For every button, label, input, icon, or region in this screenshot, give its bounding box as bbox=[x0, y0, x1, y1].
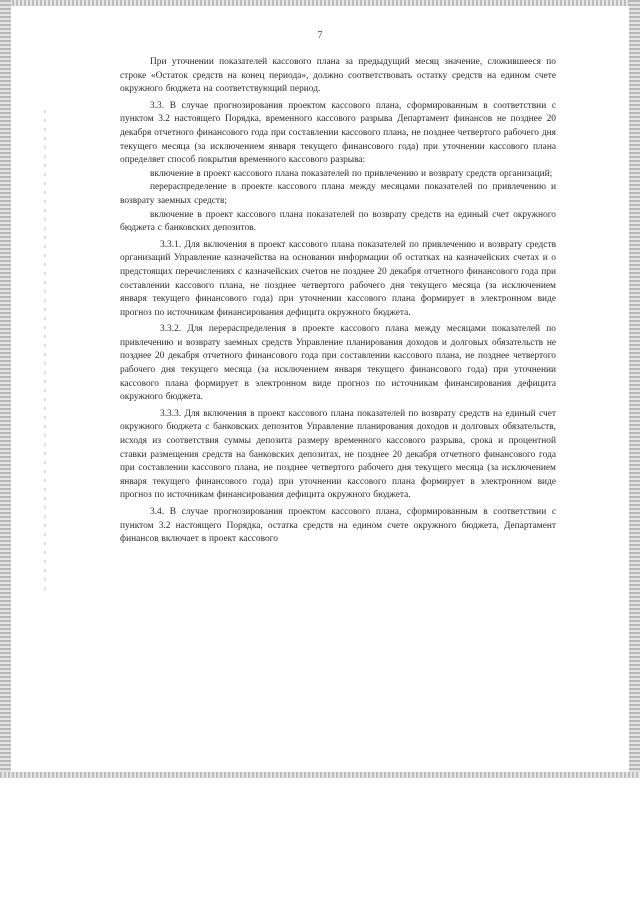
paragraph-3-3: 3.3. В случае прогнозирования проектом кассового плана, сформированным в соответствии с пунктом 3.2 настоящего Порядка, временного кассового разрыва Департамент финансов не позднее 20 декабря отчетного финансового года при составлении кассового плана, не позднее четвертого рабочего дня текущего месяца (за исключением января текущего финансового года) при уточнении кассового плана определяет способ покрытия временного кассового разрыва: bbox=[120, 100, 556, 166]
paragraph-3-4: 3.4. В случае прогнозирования проектом кассового плана, сформированным в соответствии с пунктом 3.2 настоящего Порядка, остатка средств на едином счете окружного бюджета, Департамент финансов включает в проект кассового bbox=[120, 507, 556, 545]
paragraph-option-1: включение в проект кассового плана показателей по привлечению и возврату средств организаций; bbox=[150, 168, 553, 179]
paragraph-3-3-3: 3.3.3. Для включения в проект кассового плана показателей по возврату средств на единый счет окружного бюджета с банковских депозитов Управление планирования доходов и долговых обязательств, исходя из соответствия суммы депозита размеру временного кассового разрыва, срока и процентной ставки размещения средств на банковских депозитах, не позднее 20 декабря отчетного финансового года при составлении кассового плана, не позднее четвертого рабочего дня текущего месяца (за исключением января текущего финансового года) при уточнении кассового плана формирует в электронном виде прогноз по источникам финансирования дефицита окружного бюджета. bbox=[120, 408, 556, 501]
paragraph-3-3-2: 3.3.2. Для перераспределения в проекте кассового плана между месяцами показателей по привлечению и возврату заемных средств Управление планирования доходов и долговых обязательств не позднее 20 декабря отчетного финансового года при составлении кассового плана, не позднее четвертого рабочего дня текущего месяца (за исключением января текущего финансового года) при уточнении кассового плана формирует в электронном виде прогноз по источникам финансирования дефицита окружного бюджета. bbox=[120, 324, 556, 403]
paragraph-option-3: включение в проект кассового плана показателей по возврату средств на единый счет окружного бюджета с банковских депозитов. bbox=[120, 209, 556, 234]
document-body bbox=[120, 56, 556, 547]
paragraph-3-3-1: 3.3.1. Для включения в проект кассового плана показателей по привлечению и возврату средств организаций Управление казначейства на основании информации об остатках на казначейских счетах и о предстоящих перечислениях с казначейских счетов не позднее 20 декабря отчетного финансового года при составлении кассового плана, не позднее четвертого рабочего дня текущего месяца (за исключением января текущего финансового года) при уточнении кассового плана формирует в электронном виде прогноз по источникам финансирования дефицита окружного бюджета. bbox=[120, 239, 556, 318]
scan-edge-left bbox=[0, 0, 11, 778]
scan-edge-bottom bbox=[0, 772, 640, 778]
paragraph-intro: При уточнении показателей кассового плана за предыдущий месяц значение, сложившееся по строке «Остаток средств на конец периода», должно соответствовать остатку средств на едином счете окружного бюджета на соответствующий период. bbox=[120, 57, 556, 95]
page-number: 7 bbox=[317, 30, 323, 41]
scan-edge-top bbox=[0, 0, 640, 6]
scan-edge-right bbox=[629, 0, 640, 778]
paragraph-option-2: перераспределение в проекте кассового плана между месяцами показателей по привлечению и возврату заемных средств; bbox=[120, 182, 556, 206]
binding-shadow bbox=[44, 110, 46, 590]
